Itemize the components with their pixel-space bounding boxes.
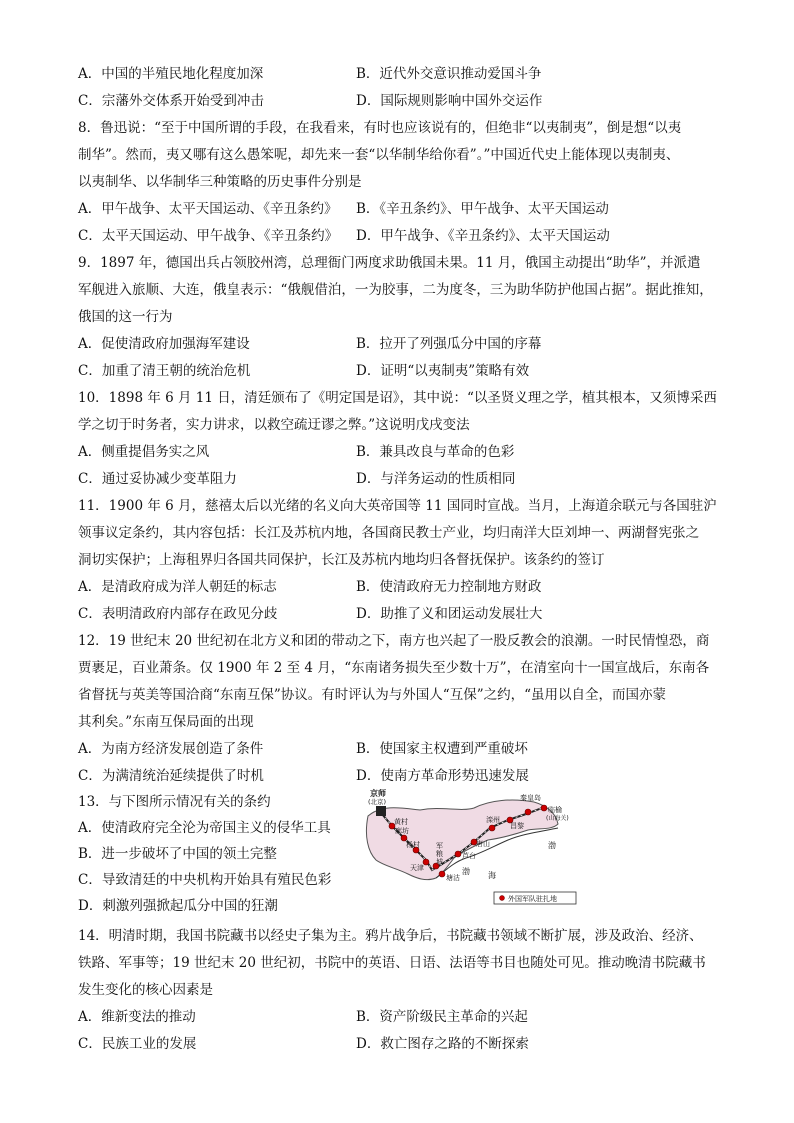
q11-option-d: D．助推了义和团运动发展壮大 bbox=[356, 606, 543, 622]
map-label-shanhaiguan: (山海关) bbox=[546, 815, 569, 822]
q9-option-d: D．证明“以夷制夷”策略有效 bbox=[356, 363, 530, 379]
q8-stem-line-1: 8．鲁迅说：“至于中国所谓的手段，在我看来，有时也应该说有的，但绝非“以夷制夷”，倒是想“以夷 bbox=[78, 120, 682, 136]
q11-stem-line-3: 洞切实保护；上海租界归各国共同保护，长江及苏杭内地均归各督抚保护。该条约的签订 bbox=[78, 552, 605, 568]
map-label-huangcun: 黄村 bbox=[394, 818, 408, 826]
q7-option-a: A．中国的半殖民地化程度加深 bbox=[78, 66, 264, 82]
q8-option-a: A．甲午战争、太平天国运动、《辛丑条约》 bbox=[78, 201, 338, 217]
q13-option-c: C．导致清廷的中央机构开始具有殖民色彩 bbox=[78, 872, 332, 888]
map-label-yangcun: 杨村 bbox=[406, 841, 420, 849]
q8-option-b: B．《辛丑条约》、甲午战争、太平天国运动 bbox=[356, 201, 609, 217]
map-label-junliangcheng-2: 粮 bbox=[436, 850, 443, 858]
q14-stem-line-3: 发生变化的核心因素是 bbox=[78, 982, 213, 998]
q12-stem-line-4: 其利矣。”东南互保局面的出现 bbox=[78, 714, 254, 730]
q11-stem-line-1: 11．1900 年 6 月，慈禧太后以光绪的名义向大英帝国等 11 国同时宣战。当月，上海道余联元与各国驻沪 bbox=[78, 498, 717, 514]
q9-stem-line-3: 俄国的这一行为 bbox=[78, 309, 173, 325]
map-label-tangshan: 唐山 bbox=[476, 840, 490, 848]
q8-stem-line-2: 制华”。然而，夷又哪有这么愚笨呢，却先来一套“以华制华给你看”。”中国近代史上能体现以夷制夷、 bbox=[78, 147, 680, 163]
garrison-marker-shanhaiguan bbox=[541, 805, 547, 811]
q14-option-b: B．资产阶级民主革命的兴起 bbox=[356, 1009, 528, 1025]
q8-stem-line-3: 以夷制华、以华制华三种策略的历史事件分别是 bbox=[78, 174, 362, 190]
q11-option-b: B．使清政府无力控制地方财政 bbox=[356, 579, 542, 595]
garrison-marker-luanzhou bbox=[489, 825, 495, 831]
q13-option-d: D．刺激列强掀起瓜分中国的狂潮 bbox=[78, 898, 278, 914]
map-label-changli: 昌黎 bbox=[510, 822, 524, 830]
map-label-tanggu: 塘沽 bbox=[446, 874, 460, 882]
q10-stem-line-1: 10．1898 年 6 月 11 日，清廷颁布了《明定国是诏》，其中说：“以圣贤义理之学，植其根本，又须博采西 bbox=[78, 390, 717, 406]
q12-stem-line-2: 贾裹足，百业萧条。仅 1900 年 2 至 4 月，“东南诸务损失至少数十万”，在清室向十一国宣战后，东南各 bbox=[78, 660, 710, 676]
q13-option-a: A．使清政府完全沦为帝国主义的侵华工具 bbox=[78, 820, 331, 836]
q14-stem-line-1: 14．明清时期，我国书院藏书以经史子集为主。鸦片战争后，书院藏书领域不断扩展，涉及政治、经济、 bbox=[78, 928, 703, 944]
garrison-marker-qinhuangdao bbox=[525, 809, 531, 815]
q9-stem-line-2: 军舰进入旅顺、大连，俄皇表示：“俄舰借泊，一为胶事，二为度冬，三为助华防护他国占据”。据此推知， bbox=[78, 282, 713, 298]
q12-option-b: B．使国家主权遭到严重破坏 bbox=[356, 741, 528, 757]
q14-stem-line-2: 铁路、军事等；19 世纪末 20 世纪初，书院中的英语、日语、法语等书目也随处可见。推动晚清书院藏书 bbox=[78, 955, 706, 971]
map-svg bbox=[362, 786, 580, 906]
garrison-marker-tanggu bbox=[439, 871, 445, 877]
q11-stem-line-2: 领事议定条约，其内容包括：长江及苏杭内地，各国商民教士产业，均归南洋大臣刘坤一、两湖督宪张之 bbox=[78, 525, 699, 541]
q10-option-b: B．兼具改良与革命的色彩 bbox=[356, 444, 515, 460]
q10-option-d: D．与洋务运动的性质相同 bbox=[356, 471, 516, 487]
q8-option-d: D．甲午战争、《辛丑条约》、太平天国运动 bbox=[356, 228, 610, 244]
map-label-junliangcheng-1: 军 bbox=[436, 842, 443, 850]
q14-option-a: A．维新变法的推动 bbox=[78, 1009, 196, 1025]
q12-option-d: D．使南方革命形势迅速发展 bbox=[356, 768, 529, 784]
q11-option-a: A．是清政府成为洋人朝廷的标志 bbox=[78, 579, 277, 595]
map-label-langfang: 廊坊 bbox=[395, 827, 409, 835]
map-legend-marker bbox=[500, 896, 505, 901]
q10-option-c: C．通过妥协减少变革阻力 bbox=[78, 471, 237, 487]
q14-option-d: D．救亡图存之路的不断探索 bbox=[356, 1036, 529, 1052]
q7-option-b: B．近代外交意识推动爱国斗争 bbox=[356, 66, 542, 82]
map-label-luanzhou: 滦州 bbox=[486, 816, 500, 824]
q10-stem-line-2: 学之切于时务者，实力讲求，以救空疏迂谬之弊。”这说明戊戌变法 bbox=[78, 417, 470, 433]
q12-stem-line-1: 12．19 世纪末 20 世纪初在北方义和团的带动之下，南方也兴起了一股反教会的浪潮。一时民情惶恐，商 bbox=[78, 633, 710, 649]
map-label-sea-3: 渤 bbox=[548, 841, 556, 850]
q9-stem-line-1: 9．1897 年，德国出兵占领胶州湾，总理衙门两度求助俄国未果。11 月，俄国主动提出“助华”，并派遣 bbox=[78, 255, 701, 271]
q13-option-b: B．进一步破坏了中国的领土完整 bbox=[78, 846, 277, 862]
map-label-linyu: 临榆 bbox=[548, 806, 562, 814]
q13-map-figure bbox=[362, 786, 580, 906]
garrison-marker-lutai bbox=[455, 851, 461, 857]
map-label-junliangcheng-3: 城 bbox=[436, 858, 443, 866]
q14-option-c: C．民族工业的发展 bbox=[78, 1036, 197, 1052]
q7-option-d: D．国际规则影响中国外交运作 bbox=[356, 93, 543, 109]
q12-option-a: A．为南方经济发展创造了条件 bbox=[78, 741, 264, 757]
map-label-tianjin: 天津 bbox=[410, 864, 424, 872]
map-label-capital: 京师 bbox=[370, 789, 386, 798]
q9-option-a: A．促使清政府加强海军建设 bbox=[78, 336, 250, 352]
map-label-sea-1: 渤 bbox=[462, 867, 470, 876]
map-label-qinhuangdao: 秦皇岛 bbox=[520, 794, 541, 802]
q12-stem-line-3: 省督抚与英美等国洽商“东南互保”协议。有时评认为与外国人“互保”之约，“虽用以自全，而国亦蒙 bbox=[78, 687, 667, 703]
capital-marker bbox=[376, 806, 386, 816]
map-legend-label: 外国军队驻扎地 bbox=[508, 895, 557, 903]
map-label-sea-2: 海 bbox=[488, 871, 496, 880]
q8-option-c: C．太平天国运动、甲午战争、《辛丑条约》 bbox=[78, 228, 339, 244]
q12-option-c: C．为满清统治延续提供了时机 bbox=[78, 768, 264, 784]
map-label-capital-sub: (北京) bbox=[368, 798, 387, 806]
q9-option-c: C．加重了清王朝的统治危机 bbox=[78, 363, 251, 379]
q10-option-a: A．侧重提倡务实之风 bbox=[78, 444, 210, 460]
q13-stem: 13．与下图所示情况有关的条约 bbox=[78, 794, 271, 810]
map-label-lutai: 芦台 bbox=[462, 852, 476, 860]
q7-option-c: C．宗藩外交体系开始受到冲击 bbox=[78, 93, 264, 109]
q11-option-c: C．表明清政府内部存在政见分歧 bbox=[78, 606, 278, 622]
q9-option-b: B．拉开了列强瓜分中国的序幕 bbox=[356, 336, 542, 352]
